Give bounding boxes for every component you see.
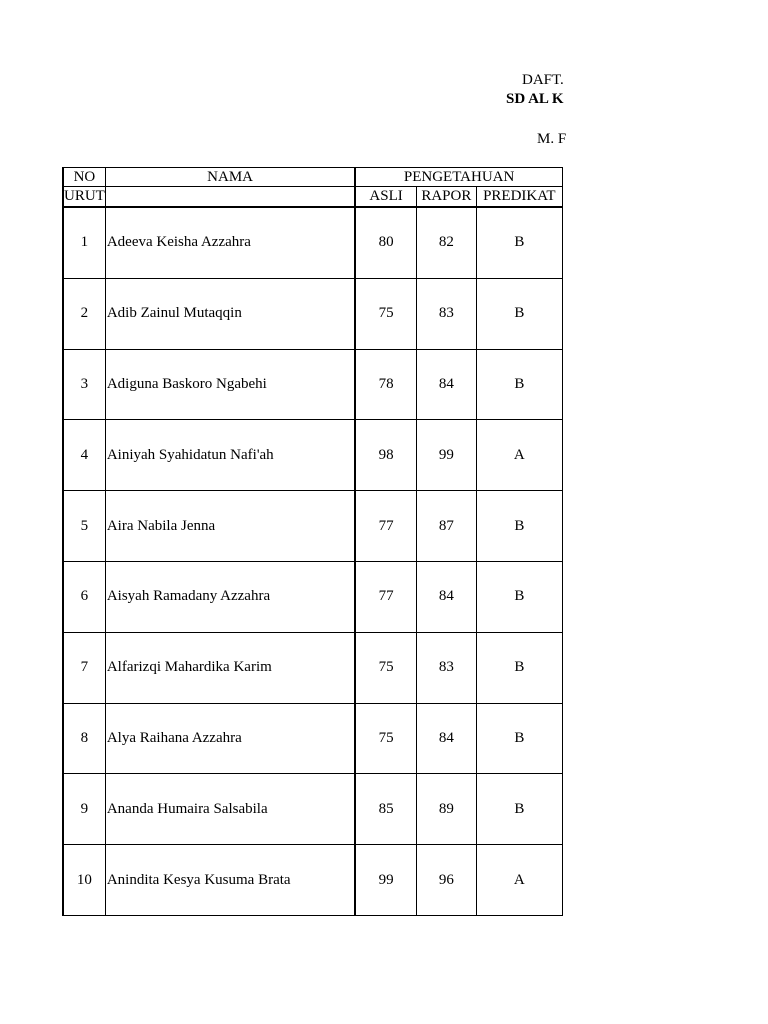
table-row [63,491,562,562]
col-header-nama-blank [105,187,355,208]
cell-asli: 78 [355,349,416,420]
cell-rapor: 83 [416,632,476,703]
cell-nama: Ananda Humaira Salsabila [105,774,355,845]
cell-asli: 75 [355,632,416,703]
cell-asli: 75 [355,703,416,774]
cell-asli: 77 [355,491,416,562]
cell-nama: Adeeva Keisha Azzahra [105,207,355,278]
cell-asli: 98 [355,420,416,491]
cell-predikat: B [476,278,562,349]
cell-no: 3 [63,349,105,420]
cell-rapor: 82 [416,207,476,278]
cell-rapor: 83 [416,278,476,349]
cell-no: 7 [63,632,105,703]
cell-rapor: 87 [416,491,476,562]
header-row-1 [63,168,562,187]
cell-nama: Adib Zainul Mutaqqin [105,278,355,349]
cell-rapor: 84 [416,561,476,632]
col-header-rapor: RAPOR [416,187,476,208]
cell-rapor: 84 [416,703,476,774]
cell-predikat: B [476,632,562,703]
cell-predikat: B [476,349,562,420]
document-title-line: DAFT. [522,72,564,88]
cell-no: 1 [63,207,105,278]
cell-predikat: B [476,703,562,774]
cell-no: 2 [63,278,105,349]
table-row [63,278,562,349]
cell-no: 4 [63,420,105,491]
cell-nama: Aira Nabila Jenna [105,491,355,562]
grades-table [62,167,563,916]
table-row [63,845,562,916]
cell-rapor: 84 [416,349,476,420]
cell-nama: Adiguna Baskoro Ngabehi [105,349,355,420]
cell-asli: 77 [355,561,416,632]
table-row [63,703,562,774]
table-row [63,774,562,845]
cell-no: 9 [63,774,105,845]
col-header-predikat: PREDIKAT [476,187,562,208]
cell-asli: 99 [355,845,416,916]
cell-rapor: 96 [416,845,476,916]
cell-no: 6 [63,561,105,632]
cell-no: 10 [63,845,105,916]
cell-asli: 75 [355,278,416,349]
cell-predikat: A [476,845,562,916]
cell-nama: Ainiyah Syahidatun Nafi'ah [105,420,355,491]
table-row [63,207,562,278]
cell-rapor: 89 [416,774,476,845]
cell-predikat: B [476,491,562,562]
table-row [63,561,562,632]
cell-nama: Alfarizqi Mahardika Karim [105,632,355,703]
cell-nama: Aisyah Ramadany Azzahra [105,561,355,632]
cell-rapor: 99 [416,420,476,491]
cell-no: 8 [63,703,105,774]
col-header-pengetahuan: PENGETAHUAN [355,168,562,187]
cell-asli: 85 [355,774,416,845]
table-row [63,420,562,491]
col-header-no: NO [63,168,105,187]
cell-no: 5 [63,491,105,562]
cell-nama: Alya Raihana Azzahra [105,703,355,774]
school-name-line: SD AL K [506,91,564,107]
cell-predikat: B [476,561,562,632]
table-row [63,349,562,420]
cell-predikat: A [476,420,562,491]
subject-line: M. F [537,131,567,147]
header-row-2 [63,187,562,208]
cell-predikat: B [476,774,562,845]
col-header-nama: NAMA [105,168,355,187]
cell-predikat: B [476,207,562,278]
col-header-urut: URUT [63,187,105,208]
col-header-asli: ASLI [355,187,416,208]
table-row [63,632,562,703]
cell-nama: Anindita Kesya Kusuma Brata [105,845,355,916]
cell-asli: 80 [355,207,416,278]
